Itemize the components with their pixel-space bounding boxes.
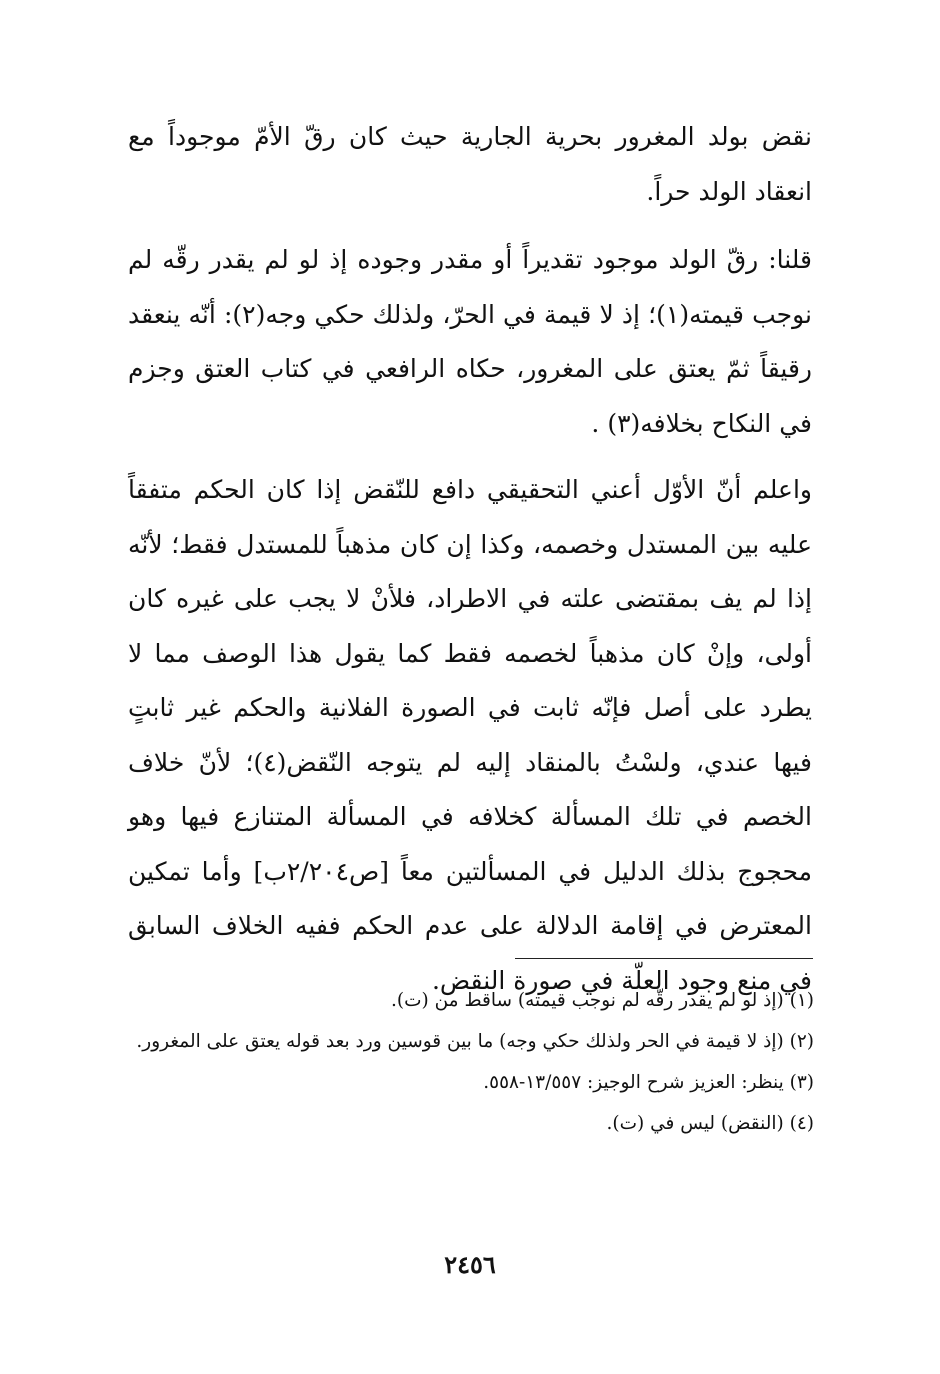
footnotes [128, 982, 814, 1146]
paragraph-2: قلنا: رقّ الولد موجود تقديراً أو مقدر وجوده إذ لو لم يقدر رقّه لم نوجب قيمته(١)؛ إذ لا قيمة في الحرّ، ولذلك حكي وجه(٢): أنّه ينعقد رقيقاً ثمّ يعتق على المغرور، حكاه الرافعي في كتاب العتق وجزم في النكاح بخلافه(٣) . [128, 245, 812, 438]
footnote-1: (١) (إذ لو لم يقدر رقّه لم نوجب قيمته) ساقط من (ت). [390, 990, 814, 1011]
main-text [128, 110, 812, 1008]
footnote-separator [515, 958, 813, 959]
page-number: ٢٤٥٦ [444, 1250, 496, 1279]
footnote-3: (٣) ينظر: العزيز شرح الوجيز: ١٣/٥٥٧-٥٥٨. [483, 1072, 814, 1093]
paragraph-3: واعلم أنّ الأوّل أعني التحقيقي دافع للنّقض إذا كان الحكم متفقاً عليه بين المستدل وخصمه، وكذا إن كان مذهباً للمستدل فقط؛ لأنّه إذا لم يف بمقتضى علته في الاطراد، فلأنْ لا يجب على غيره كان أولى، وإنْ كان مذهباً لخصمه فقط كما يقول هذا الوصف مما لا يطرد على أصل فإنّه ثابت في الصورة الفلانية والحكم غير ثابتٍ فيها عندي، ولسْتُ بالمنقاد إليه لم يتوجه النّقض(٤)؛ لأنّ خلاف الخصم في تلك المسألة كخلافه في المسألة المتنازع فيها وهو محجوج بذلك الدليل في المسألتين معاً [ص٢/٢٠٤ب] وأما تمكين المعترض في إقامة الدلالة على عدم الحكم ففيه الخلاف السابق في منع وجود العلّة في صورة النقض. [128, 475, 812, 995]
paragraph-1: نقض بولد المغرور بحرية الجارية حيث كان رقّ الأمّ موجوداً مع انعقاد الولد حراً. [128, 122, 812, 206]
footnote-4: (٤) (النقض) ليس في (ت). [606, 1113, 814, 1134]
footnote-2: (٢) (إذ لا قيمة في الحر ولذلك حكي وجه) ما بين قوسين ورد بعد قوله يعتق على المغرور. [136, 1031, 814, 1052]
